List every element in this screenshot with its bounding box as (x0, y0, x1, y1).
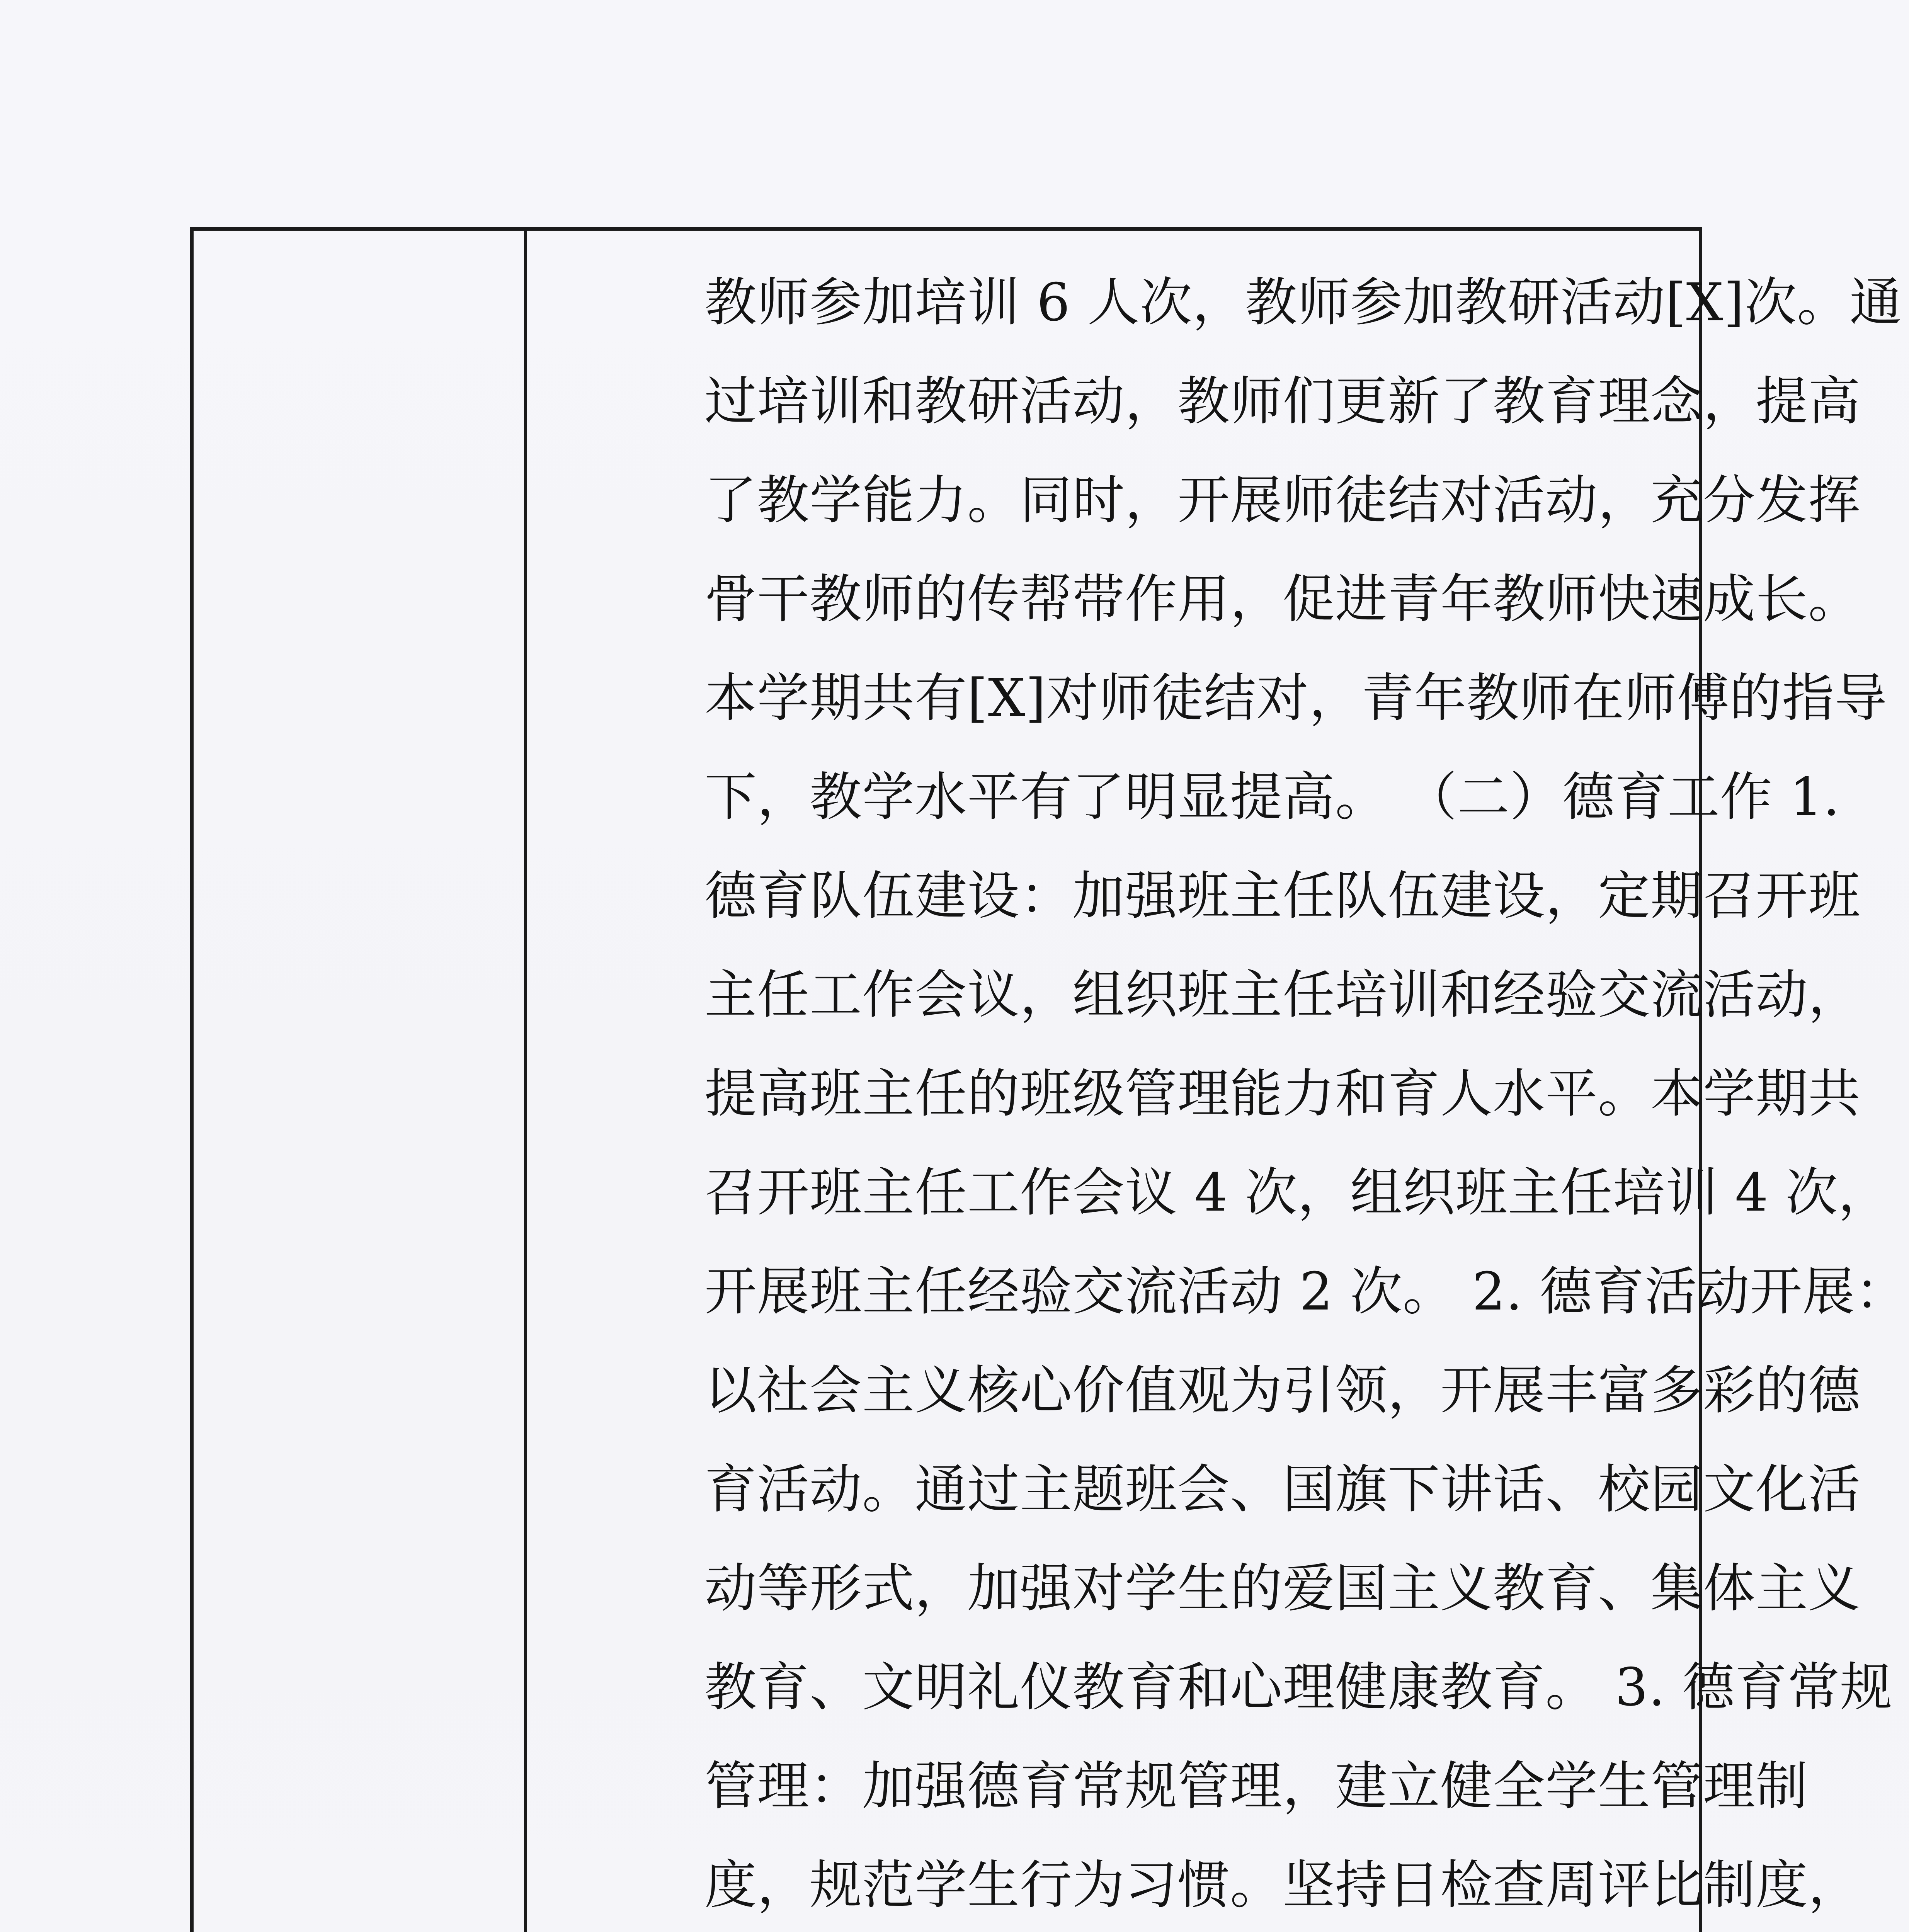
body-line: 教育、文明礼仪教育和心理健康教育。 3. 德育常规 (704, 1657, 1893, 1718)
table-content-column (527, 231, 1908, 1932)
body-line: 本学期共有[X]对师徒结对，青年教师在师傅的指导 (704, 668, 1887, 728)
body-line: 主任工作会议，组织班主任培训和经验交流活动， (704, 964, 1861, 1025)
body-line: 德育队伍建设：加强班主任队伍建设，定期召开班 (704, 866, 1861, 926)
table-label-column (194, 231, 527, 1932)
body-line: 以社会主义核心价值观为引领，开展丰富多彩的德 (704, 1360, 1861, 1421)
body-line: 骨干教师的传帮带作用，促进青年教师快速成长。 (704, 569, 1861, 629)
body-line: 度，规范学生行为习惯。坚持日检查周评比制度， (704, 1855, 1861, 1915)
body-line: 下，教学水平有了明显提高。 （二）德育工作 1. (704, 767, 1840, 827)
body-line: 动等形式，加强对学生的爱国主义教育、集体主义 (704, 1558, 1861, 1619)
body-line: 育活动。通过主题班会、国旗下讲话、校园文化活 (704, 1459, 1861, 1520)
body-line: 开展班主任经验交流活动 2 次。 2. 德育活动开展： (704, 1261, 1908, 1322)
body-line: 管理：加强德育常规管理，建立健全学生管理制 (704, 1756, 1808, 1816)
report-table (190, 227, 1908, 1932)
body-line: 召开班主任工作会议 4 次，组织班主任培训 4 次， (704, 1162, 1891, 1223)
body-line: 教师参加培训 6 人次，教师参加教研活动[X]次。通 (704, 272, 1902, 333)
body-line: 了教学能力。同时，开展师徒结对活动，充分发挥 (704, 470, 1861, 531)
body-line: 提高班主任的班级管理能力和育人水平。本学期共 (704, 1063, 1861, 1124)
body-line: 过培训和教研活动，教师们更新了教育理念，提高 (704, 371, 1861, 432)
